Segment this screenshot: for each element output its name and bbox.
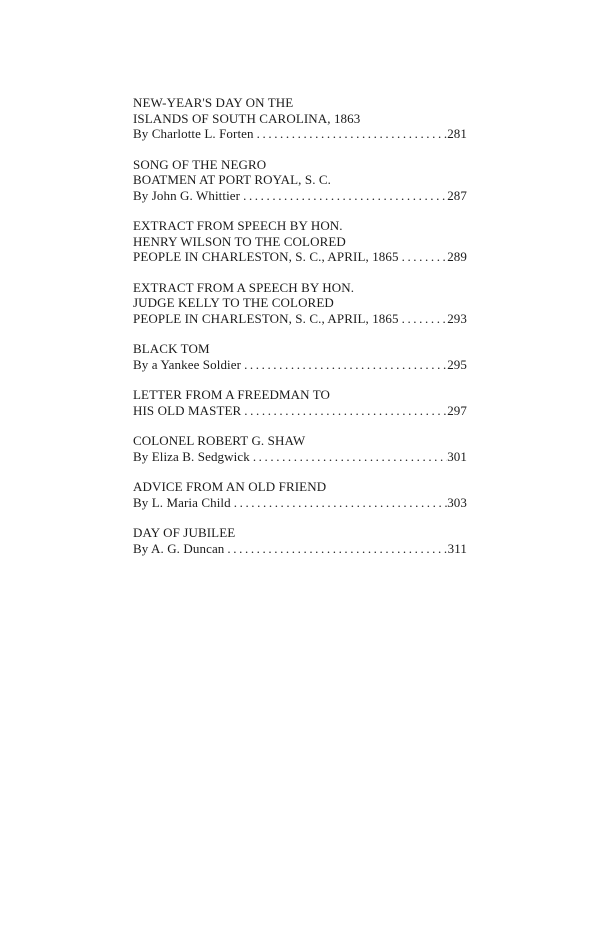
entry-title-line: LETTER FROM A FREEDMAN TO bbox=[133, 387, 331, 402]
entry-leader-line bbox=[133, 449, 467, 465]
entry-leader-line bbox=[133, 495, 467, 511]
toc-entry bbox=[133, 479, 467, 510]
toc-entry bbox=[133, 525, 467, 556]
toc-entry bbox=[133, 433, 467, 464]
entry-title-line: EXTRACT FROM A SPEECH BY HON. bbox=[133, 279, 355, 295]
entry-leader-line bbox=[133, 311, 467, 327]
entry-title-line: NEW-YEAR'S DAY ON THE bbox=[133, 95, 294, 110]
entry-title-line: BOATMEN AT PORT ROYAL, S. C. bbox=[133, 172, 332, 187]
entry-author: By a Yankee Soldier bbox=[133, 356, 242, 372]
entry-leader-line bbox=[133, 403, 467, 419]
entry-author: PEOPLE IN CHARLESTON, S. C., APRIL, 1865 bbox=[133, 249, 399, 264]
entry-leader-line bbox=[133, 249, 467, 265]
dot-leader bbox=[241, 403, 447, 419]
entry-author: PEOPLE IN CHARLESTON, S. C., APRIL, 1865 bbox=[133, 310, 399, 326]
toc-entry bbox=[133, 387, 467, 418]
table-of-contents bbox=[133, 95, 467, 571]
page-number: 289 bbox=[447, 249, 467, 264]
entry-title-line: HENRY WILSON TO THE COLORED bbox=[133, 233, 346, 249]
entry-title-line: EXTRACT FROM SPEECH BY HON. bbox=[133, 218, 343, 233]
dot-leader bbox=[241, 357, 447, 373]
entry-title-line: JUDGE KELLY TO THE COLORED bbox=[133, 295, 334, 310]
dot-leader bbox=[240, 188, 447, 204]
entry-leader-line bbox=[133, 357, 467, 373]
page-number: 301 bbox=[447, 448, 467, 464]
entry-author: By John G. Whittier bbox=[133, 187, 241, 203]
entry-author: By L. Maria Child bbox=[133, 494, 231, 510]
toc-entry bbox=[133, 280, 467, 327]
entry-leader-line bbox=[133, 126, 467, 142]
dot-leader bbox=[250, 449, 447, 465]
page-number: 311 bbox=[447, 540, 467, 556]
entry-title-line: COLONEL ROBERT G. SHAW bbox=[133, 433, 306, 448]
entry-author: By A. G. Duncan bbox=[133, 540, 225, 556]
toc-entry bbox=[133, 341, 467, 372]
entry-leader-line bbox=[133, 541, 467, 557]
entry-title-line: ADVICE FROM AN OLD FRIEND bbox=[133, 479, 327, 494]
entry-author: HIS OLD MASTER bbox=[133, 402, 242, 418]
entry-title-line: SONG OF THE NEGRO bbox=[133, 156, 267, 172]
entry-title-line: BLACK TOM bbox=[133, 341, 210, 356]
dot-leader bbox=[399, 311, 448, 327]
entry-title-line: DAY OF JUBILEE bbox=[133, 525, 236, 540]
toc-entry bbox=[133, 95, 467, 142]
page-number: 281 bbox=[447, 126, 467, 141]
entry-title-line: ISLANDS OF SOUTH CAROLINA, 1863 bbox=[133, 110, 361, 126]
entry-author: By Eliza B. Sedgwick bbox=[133, 448, 250, 464]
dot-leader bbox=[231, 495, 447, 511]
page-number: 297 bbox=[447, 402, 467, 418]
page-number: 293 bbox=[447, 310, 467, 326]
dot-leader bbox=[254, 126, 448, 142]
toc-entry bbox=[133, 218, 467, 265]
entry-author: By Charlotte L. Forten bbox=[133, 126, 254, 141]
page-number: 287 bbox=[447, 187, 467, 203]
page-number: 303 bbox=[447, 494, 467, 510]
toc-entry bbox=[133, 157, 467, 204]
dot-leader bbox=[224, 541, 447, 557]
page-number: 295 bbox=[447, 356, 467, 372]
entry-leader-line bbox=[133, 188, 467, 204]
dot-leader bbox=[399, 249, 448, 265]
